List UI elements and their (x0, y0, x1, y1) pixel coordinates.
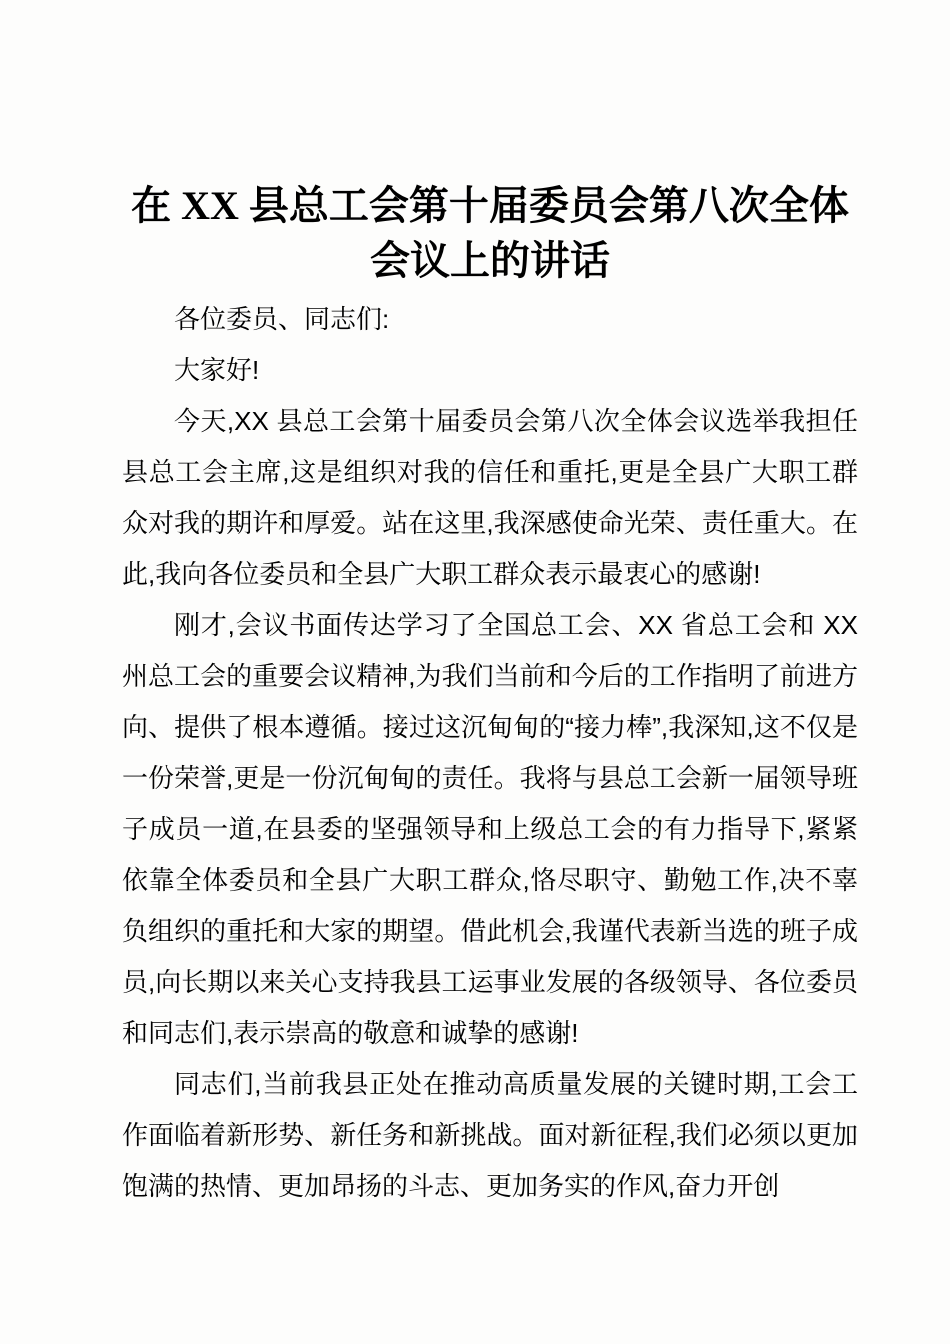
document-body (122, 294, 858, 1212)
paragraph-salutation: 各位委员、同志们: (174, 304, 390, 334)
paragraph-greeting: 大家好! (174, 355, 260, 385)
paragraph-outlook: 同志们,当前我县正处在推动高质量发展的关键时期,工会工作面临着新形势、新任务和新挑战。面对新征程,我们必须以更加饱满的热情、更加昂扬的斗志、更加务实的作风,奋力开创 (122, 1069, 858, 1201)
document-title: 在 XX 县总工会第十届委员会第八次全体会议上的讲话 (131, 183, 849, 283)
paragraph-commitment: 刚才,会议书面传达学习了全国总工会、XX 省总工会和 XX 州总工会的重要会议精神,为我们当前和今后的工作指明了前进方向、提供了根本遵循。接过这沉甸甸的“接力棒”,我深知,这不仅是一份荣誉,更是一份沉甸甸的责任。我将与县总工会新一届领导班子成员一道,在县委的坚强领导和上级总工会的有力指导下,紧紧依靠全体委员和全县广大职工群众,恪尽职守、勤勉工作,决不辜负组织的重托和大家的期望。借此机会,我谨代表新当选的班子成员,向长期以来关心支持我县工运事业发展的各级领导、各位委员和同志们,表示崇高的敬意和诚挚的感谢! (122, 610, 858, 1048)
paragraph-thanks: 今天,XX 县总工会第十届委员会第八次全体会议选举我担任县总工会主席,这是组织对我的信任和重托,更是全县广大职工群众对我的期许和厚爱。站在这里,我深感使命光荣、责任重大。在此,我向各位委员和全县广大职工群众表示最衷心的感谢! (122, 406, 858, 589)
